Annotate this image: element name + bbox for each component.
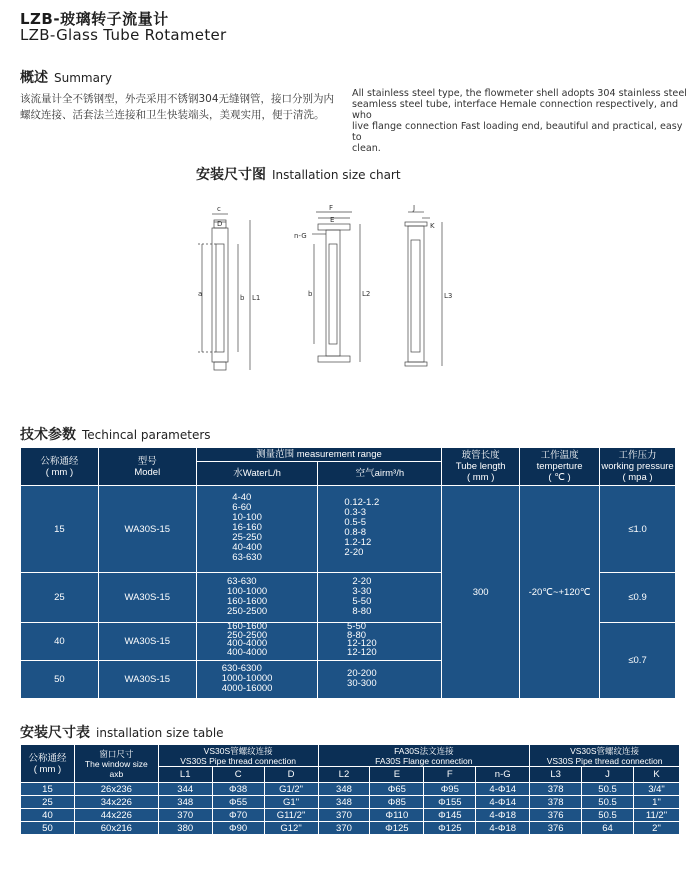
- col-header: K: [633, 767, 679, 783]
- table-cell: 11/2": [633, 809, 679, 822]
- table-cell: 348: [318, 796, 370, 809]
- top-clamp-3: [405, 222, 427, 226]
- table-cell: Φ90: [212, 822, 264, 835]
- range-value: 40-400: [232, 542, 262, 553]
- table-cell: 378: [530, 796, 582, 809]
- params-header-temp-cn: 工作温度: [540, 450, 579, 461]
- range-value: 20-200: [347, 667, 377, 679]
- col-header: n-G: [476, 767, 530, 783]
- table-cell: Φ70: [212, 809, 264, 822]
- group-en: FA30S Flange connection: [375, 755, 473, 766]
- dim-label-f: F: [329, 204, 334, 212]
- params-header-water: 水WaterL/h: [196, 462, 318, 486]
- col-header: D: [264, 767, 318, 783]
- size-table-heading: [20, 722, 224, 742]
- params-header-model: [98, 448, 196, 486]
- table-cell: 344: [158, 783, 212, 796]
- size-header-group-vs30s: [158, 745, 318, 767]
- window-2: [329, 244, 337, 344]
- dn-cell: 15: [21, 486, 99, 573]
- params-header-model-en: Model: [134, 466, 161, 478]
- table-cell: 4-Φ18: [476, 809, 530, 822]
- range-value: 1.2-12: [344, 537, 372, 548]
- table-cell: 44x226: [74, 809, 158, 822]
- params-header-temp-unit: ( ℃ ): [548, 472, 571, 483]
- summary-cn-line: 该流量计全不锈钢型，外壳采用不锈钢304无缝钢管，接口分别为内: [20, 93, 335, 105]
- table-cell: 4-Φ18: [476, 822, 530, 835]
- params-heading: [20, 424, 211, 444]
- summary-heading: [20, 67, 112, 87]
- size-table-heading-cn: 安装尺寸表: [20, 725, 90, 741]
- water-range-cell: [196, 573, 318, 623]
- range-value: 4-40: [232, 492, 252, 503]
- air-range-cell: [318, 486, 442, 573]
- size-header-window-en: The window size: [84, 758, 148, 769]
- page-subtitle: LZB-Glass Tube Rotameter: [20, 26, 227, 44]
- range-value: 10-100: [232, 512, 262, 523]
- group-en: VS30S Pipe thread connection: [180, 755, 297, 766]
- range-value: 1000-10000: [221, 672, 273, 684]
- col-header: L1: [158, 767, 212, 783]
- table-cell: G1": [264, 796, 318, 809]
- table-row: [21, 796, 680, 809]
- table-cell: Φ125: [370, 822, 424, 835]
- table-cell: 378: [530, 783, 582, 796]
- table-cell: 370: [318, 822, 370, 835]
- table-cell: 348: [158, 796, 212, 809]
- install-chart-heading-cn: 安装尺寸图: [196, 167, 266, 183]
- table-cell: Φ125: [424, 822, 476, 835]
- table-row: [21, 783, 680, 796]
- table-cell: 64: [582, 822, 634, 835]
- size-header-window-dim: axb: [109, 768, 124, 779]
- range-value: 160-1600: [227, 621, 268, 633]
- table-cell: Φ55: [212, 796, 264, 809]
- table-cell: 4-Φ14: [476, 783, 530, 796]
- summary-en-line: seamless steel tube, interface Hemale connection respectively, and who: [352, 99, 679, 121]
- range-value: 12-120: [347, 638, 377, 650]
- range-value: 30-300: [347, 677, 377, 689]
- window-1: [216, 244, 224, 352]
- table-cell: 50.5: [582, 796, 634, 809]
- dim-label-b: b: [240, 294, 245, 302]
- range-value: 25-250: [232, 532, 262, 543]
- air-range-cell: [318, 661, 442, 699]
- table-cell: 50.5: [582, 809, 634, 822]
- page-title: LZB-玻璃转子流量计: [20, 10, 169, 28]
- range-value: 63-630: [227, 575, 257, 587]
- size-header-dn-unit: ( mm ): [33, 763, 62, 775]
- table-cell: 4-Φ14: [476, 796, 530, 809]
- table-cell: G11/2": [264, 809, 318, 822]
- params-header-length-unit: ( mm ): [466, 472, 495, 483]
- table-cell: 376: [530, 822, 582, 835]
- range-value: 8-80: [347, 629, 367, 641]
- install-chart-heading: [196, 164, 401, 184]
- params-header-pressure-cn: 工作压力: [618, 450, 657, 461]
- params-header-air: 空气airm³/h: [318, 462, 442, 486]
- water-range-cell: [196, 623, 318, 661]
- params-heading-cn: 技术参数: [20, 427, 76, 443]
- range-value: 5-50: [352, 595, 372, 607]
- dim-label-l2: L2: [362, 290, 371, 298]
- installation-drawing: [190, 200, 480, 380]
- dim-label-d: D: [217, 220, 223, 228]
- col-header: E: [370, 767, 424, 783]
- table-cell: Φ95: [424, 783, 476, 796]
- table-cell: G12": [264, 822, 318, 835]
- air-range-cell: [318, 573, 442, 623]
- params-header-temp-en: temperture: [536, 461, 583, 472]
- params-header-length-cn: 玻管长度: [461, 450, 500, 461]
- table-cell: 2": [633, 822, 679, 835]
- range-value: 6-60: [232, 502, 252, 513]
- model-cell: WA30S-15: [98, 573, 196, 623]
- size-header-dn: [21, 745, 75, 783]
- col-header: J: [582, 767, 634, 783]
- params-header-dn-cn: 公称通经: [40, 455, 79, 467]
- dim-label-j: J: [413, 204, 416, 212]
- table-cell: Φ145: [424, 809, 476, 822]
- temperature-cell: -20℃~+120℃: [520, 486, 600, 699]
- dn-cell: 25: [21, 573, 99, 623]
- range-value: 63-630: [232, 552, 262, 563]
- dim-label-e: E: [330, 216, 335, 224]
- bottom-flange-2: [318, 356, 350, 362]
- range-value: 2-20: [352, 575, 372, 587]
- table-cell: Φ38: [212, 783, 264, 796]
- pressure-cell: ≤1.0: [600, 486, 676, 573]
- group-cn: FA30S法文连接: [394, 745, 454, 756]
- range-value: 0.8-8: [344, 527, 367, 538]
- params-header-pressure: [600, 448, 676, 486]
- range-value: 4000-16000: [221, 682, 273, 694]
- size-table-heading-en: installation size table: [96, 726, 224, 740]
- col-header: L3: [530, 767, 582, 783]
- col-header: F: [424, 767, 476, 783]
- bottom-fitting-1: [214, 362, 226, 370]
- range-value: 0.5-5: [344, 517, 367, 528]
- range-value: 250-2500: [227, 629, 268, 641]
- params-table: [20, 447, 676, 699]
- install-chart-heading-en: Installation size chart: [272, 168, 401, 182]
- size-table: [20, 744, 680, 835]
- dim-label-a: a: [198, 290, 203, 298]
- top-flange-2: [318, 224, 350, 230]
- params-header-pressure-unit: ( mpa ): [622, 472, 653, 483]
- table-cell: 15: [21, 783, 75, 796]
- table-cell: 40: [21, 809, 75, 822]
- range-value: 16-160: [232, 522, 262, 533]
- table-cell: Φ85: [370, 796, 424, 809]
- params-header-temp: [520, 448, 600, 486]
- table-cell: 376: [530, 809, 582, 822]
- table-cell: 25: [21, 796, 75, 809]
- model-cell: WA30S-15: [98, 623, 196, 661]
- params-header-range: 测量范围 measurement range: [196, 448, 442, 462]
- table-row: [21, 822, 680, 835]
- params-header-dn: [21, 448, 99, 486]
- summary-heading-en: Summary: [54, 71, 112, 85]
- range-value: 250-2500: [227, 605, 268, 617]
- meter-body-1: [212, 228, 228, 362]
- table-cell: 1": [633, 796, 679, 809]
- pressure-cell: ≤0.9: [600, 573, 676, 623]
- bottom-clamp-3: [405, 362, 427, 366]
- table-cell: 50.5: [582, 783, 634, 796]
- range-value: 2-20: [344, 547, 364, 558]
- table-cell: 26x236: [74, 783, 158, 796]
- range-value: 12-120: [347, 646, 377, 658]
- range-value: 630-6300: [221, 662, 262, 674]
- dim-label-l1: L1: [252, 294, 261, 302]
- range-value: 400-4000: [227, 646, 268, 658]
- table-cell: Φ65: [370, 783, 424, 796]
- group-cn: VS30S管螺纹连接: [570, 745, 640, 756]
- meter-body-3: [408, 226, 424, 362]
- table-cell: 50: [21, 822, 75, 835]
- range-value: 0.3-3: [344, 507, 367, 518]
- table-cell: 60x216: [74, 822, 158, 835]
- dn-cell: 50: [21, 661, 99, 699]
- summary-en-line: live flange connection Fast loading end, beautiful and practical, easy to: [352, 121, 683, 143]
- range-value: 0.12-1.2: [344, 497, 380, 508]
- pressure-cell: ≤0.7: [600, 623, 676, 699]
- params-heading-en: Techincal parameters: [82, 428, 211, 442]
- range-value: 100-1000: [227, 585, 268, 597]
- params-header-length: [442, 448, 520, 486]
- dim-label-ng: n-G: [294, 232, 307, 240]
- table-cell: 370: [158, 809, 212, 822]
- table-cell: G1/2": [264, 783, 318, 796]
- summary-en-line: clean.: [352, 143, 381, 154]
- tube-length-cell: 300: [442, 486, 520, 699]
- table-cell: 370: [318, 809, 370, 822]
- summary-cn-line: 螺纹连接、活套法兰连接和卫生快装端头，美观实用，便于清洗。: [20, 109, 325, 121]
- model-cell: WA30S-15: [98, 661, 196, 699]
- table-cell: Φ110: [370, 809, 424, 822]
- summary-heading-cn: 概述: [20, 70, 48, 86]
- group-cn: VS30S管螺纹连接: [203, 745, 273, 756]
- summary-en: [352, 88, 692, 154]
- summary-cn: [20, 91, 340, 123]
- window-3: [411, 240, 420, 352]
- table-cell: 348: [318, 783, 370, 796]
- size-header-group-fa30s: [318, 745, 530, 767]
- params-header-dn-unit: ( mm ): [45, 466, 74, 478]
- col-header: L2: [318, 767, 370, 783]
- dim-label-l3: L3: [444, 292, 453, 300]
- params-header-pressure-en: working pressure: [601, 461, 674, 472]
- params-header-model-cn: 型号: [137, 455, 157, 467]
- params-header-length-en: Tube length: [455, 461, 506, 472]
- group-en: VS30S Pipe thread connection: [546, 755, 663, 766]
- summary-en-line: All stainless steel type, the flowmeter shell adopts 304 stainless steel: [352, 88, 687, 99]
- range-value: 8-80: [352, 605, 372, 617]
- size-header-dn-cn: 公称通经: [28, 752, 67, 764]
- table-cell: 34x226: [74, 796, 158, 809]
- dim-label-k: K: [430, 222, 435, 230]
- range-value: 160-1600: [227, 595, 268, 607]
- size-header-window: [74, 745, 158, 783]
- dim-label-b2: b: [308, 290, 313, 298]
- range-value: 5-50: [347, 621, 367, 633]
- model-cell: WA30S-15: [98, 486, 196, 573]
- water-range-cell: [196, 661, 318, 699]
- table-cell: Φ155: [424, 796, 476, 809]
- table-row: [21, 486, 676, 573]
- meter-body-2: [326, 230, 340, 356]
- water-range-cell: [196, 486, 318, 573]
- table-cell: 3/4": [633, 783, 679, 796]
- dn-cell: 40: [21, 623, 99, 661]
- dim-label-c: c: [217, 205, 221, 213]
- range-value: 400-4000: [227, 638, 268, 650]
- size-header-group-vs30s-2: [530, 745, 680, 767]
- size-header-window-cn: 窗口尺寸: [99, 748, 134, 759]
- table-row: [21, 809, 680, 822]
- range-value: 3-30: [352, 585, 372, 597]
- col-header: C: [212, 767, 264, 783]
- air-range-cell: [318, 623, 442, 661]
- table-cell: 380: [158, 822, 212, 835]
